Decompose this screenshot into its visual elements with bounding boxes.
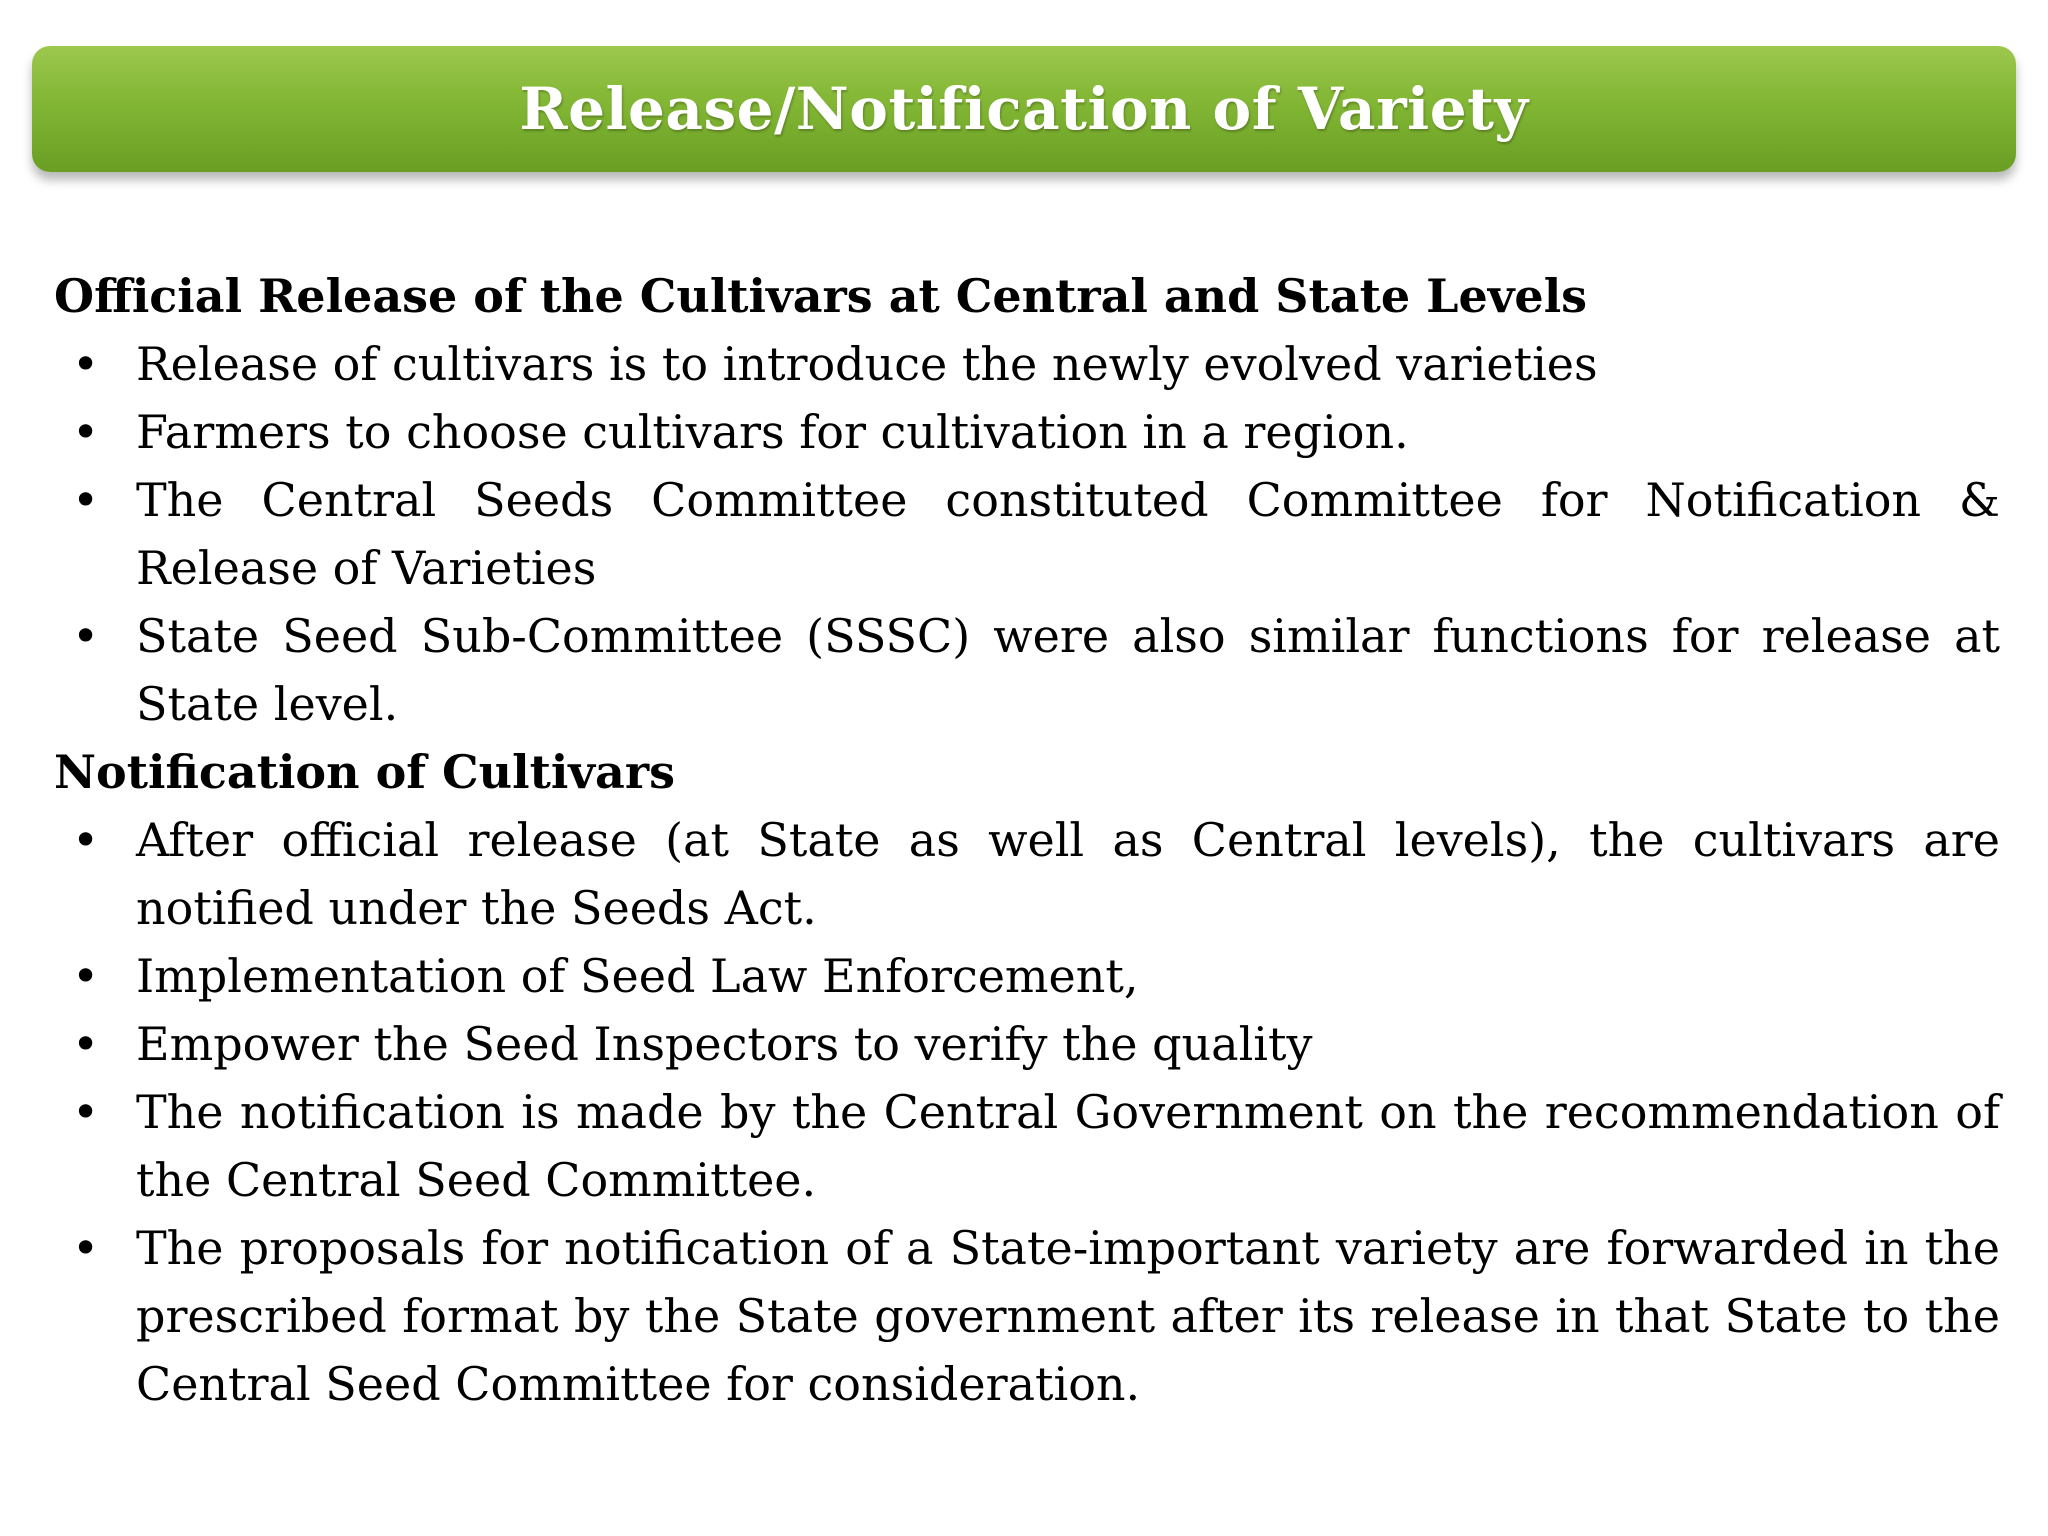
bullet-icon: • [72,473,100,527]
section-heading-official-release: Official Release of the Cultivars at Central and State Levels [54,269,1588,323]
bullet-icon: • [72,1085,100,1139]
notification-list [54,806,2000,1418]
bullet-icon: • [72,1017,100,1071]
official-release-list [54,330,2000,738]
list-item [54,942,2000,1010]
bullet-text: The notification is made by the Central Government on the recommendation of the Central Seed Committee. [136,1085,2000,1207]
list-item [54,1078,2000,1214]
list-item [54,466,2000,602]
bullet-icon: • [72,609,100,663]
list-item [54,1214,2000,1418]
bullet-text: Empower the Seed Inspectors to verify the quality [136,1017,1313,1071]
bullet-icon: • [72,949,100,1003]
slide-title: Release/Notification of Variety [519,75,1529,143]
bullet-icon: • [72,813,100,867]
bullet-text: Release of cultivars is to introduce the newly evolved varieties [136,337,1598,391]
slide-content [54,262,2000,1418]
list-item [54,806,2000,942]
bullet-text: Implementation of Seed Law Enforcement, [136,949,1139,1003]
title-banner [32,46,2016,172]
list-item [54,1010,2000,1078]
list-item [54,330,2000,398]
section-heading-notification: Notification of Cultivars [54,745,675,799]
bullet-text: The proposals for notification of a State-important variety are forwarded in the prescribed format by the State government after its release in that State to the Central Seed Committee for consideration. [136,1221,2000,1411]
bullet-text: Farmers to choose cultivars for cultivation in a region. [136,405,1409,459]
bullet-icon: • [72,337,100,391]
bullet-icon: • [72,405,100,459]
bullet-icon: • [72,1221,100,1275]
bullet-text: The Central Seeds Committee constituted Committee for Notification & Release of Varieties [136,473,2000,595]
list-item [54,602,2000,738]
bullet-text: After official release (at State as well as Central levels), the cultivars are notified under the Seeds Act. [136,813,2000,935]
bullet-text: State Seed Sub-Committee (SSSC) were also similar functions for release at State level. [136,609,2000,731]
list-item [54,398,2000,466]
